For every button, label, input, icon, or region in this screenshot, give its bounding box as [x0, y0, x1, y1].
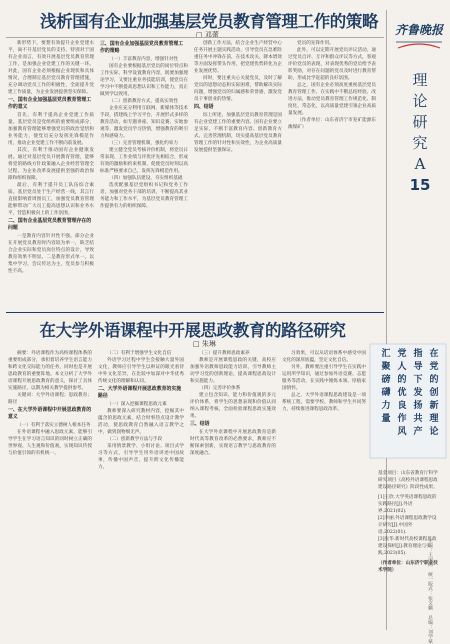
article2-paragraph: 外语学习过程中学生会接触大量外国文化，教师应引导学生以辩证的眼光看待中外文化差异，在比较中加深对中华优秀传统文化的理解和认同。	[98, 358, 184, 384]
article1-paragraph: 首先，有利于提高企业党建工作质量。基层党员是党组织的重要组成部分，加强教育管理能够增强党员的政治觉悟和业务能力，使党员充分发挥先锋模范作用，推动企业党建工作不断向前发展。	[8, 113, 94, 146]
article1-heading: 四、结语	[194, 104, 214, 110]
section-char-1: 理	[412, 71, 428, 89]
article2-title: 在大学外语课程中开展思政教育的路径研究	[39, 321, 346, 340]
article1-paragraph: 综上所述，加强基层党员教育管理是国有企业党建工作的重要内容。国有企业要立足实际，不断丰富教育内容、创新教育方式、完善管理机制，切实提高基层党员教育管理工作的针对性和实效性，为企业高质量发展提供坚强保证。	[194, 113, 282, 153]
article2-heading: 一、在大学外语课程中开展思政教育的意义	[8, 407, 92, 420]
slogan-char: 风	[397, 427, 407, 437]
slogan-char: 在	[429, 349, 439, 359]
article1-paragraph: 其次，有利于推动国有企业健康发展。通过对基层党员开展教育管理，能够将党的路线方针政策融入企业经营管理全过程，为企业改革发展提供坚强的政治保障和组织保障。	[8, 148, 94, 181]
article1-heading: 二、国有企业基层党员教育管理存在的问题	[8, 218, 92, 231]
section-char-3: 研	[412, 113, 428, 131]
section-char-4: 究	[412, 134, 428, 152]
article1-paragraph: 国有企业要根据基层党员的岗位特点和工作实际，科学设置教育内容，既要加强理论学习，又要注重业务技能培训，使党员在学习中不断提高思想认识和工作能力，真正做到学以致用。	[100, 64, 188, 97]
article2-paragraph: （一）深入挖掘课程思政元素	[107, 402, 167, 407]
article1-paragraph: （一）丰富教育内容，增强针对性	[109, 57, 178, 62]
article1-paragraph: （三）完善管理机制，强化约束力	[109, 141, 178, 146]
article2-paragraph: （一）有利于落实立德树人根本任务	[17, 423, 91, 428]
slogan-char: 创	[429, 388, 439, 398]
article-divider	[6, 312, 384, 313]
slogan-char: 产	[413, 427, 423, 437]
article2-paragraph: 在外语课程中融入思政元素，能够引导学生在学习语言知识的同时树立正确的世界观、人生观和价值观，实现知识传授与价值引领的有机统一。	[8, 430, 92, 456]
article1-heading: 一、国有企业加强基层党员教育管理工作的意义	[8, 97, 92, 110]
article2-paragraph: 另外，教师要注重引导学生在实践中运用所学知识，通过参加外语竞赛、志愿服务等活动，在实践中锤炼本领、厚植家国情怀。	[282, 365, 366, 391]
article2-paragraph: 采用情景教学、小组讨论、项目式学习等方式，引导学生用外语讲述中国故事，传播中国声音，提升跨文化传播能力。	[98, 444, 184, 470]
slogan-char: 指	[413, 349, 423, 359]
slogan-char: 良	[397, 401, 407, 411]
editor-credit: 主编：王丽鸿 统一版式：张文鹏 总编：刘学斌	[427, 538, 432, 644]
article2-unit: （作者单位：山东济宁职业技术学院）	[378, 561, 438, 573]
article2-paragraph: （二）有利于增强学生文化自信	[107, 351, 172, 356]
slogan-char: 下	[413, 375, 423, 385]
article2-paragraph: 在大学外语课程中开展思政教育是新时代高等教育改革的必然要求，教师应不断探索创新，实现语言教学与思政教育的深度融合。	[190, 430, 276, 456]
newspaper-logo	[392, 12, 446, 56]
slogan-char: 共	[413, 414, 423, 424]
article1-paragraph: 创新工作方法，结合企业生产经营中心任务开展主题实践活动，引导党员在急难险重任务中冲锋在前，在技术攻关、降本增效等方面发挥带头作用，把党建优势转化为企业发展优势。	[194, 41, 282, 74]
article1-heading: 三、国有企业加强基层党员教育管理工作的策略	[100, 41, 184, 54]
slogan-char: 量	[381, 414, 391, 424]
article1-paragraph: 此外，可以定期开展党员评议活动，通过党员自评、互评和群众评议等方式，客观评价党员的表现，对表现优秀的党员给予表彰奖励，对存在问题的党员及时进行教育帮助，形成比学赶超的良好氛围。	[288, 48, 376, 81]
slogan-char: 的	[397, 375, 407, 385]
slogan-char: 新	[429, 401, 439, 411]
slogan-char: 党	[429, 362, 439, 372]
article1-author: □ 邓蕾	[196, 31, 219, 39]
article1-title: 浅析国有企业加强基层党员教育管理工作的策略	[40, 12, 379, 31]
slogan-char: 力	[381, 401, 391, 411]
slogan-char: 磅	[381, 375, 391, 385]
article2-column-4	[282, 350, 366, 634]
slogan-char: 礴	[381, 388, 391, 398]
slogan-char: 作	[397, 414, 407, 424]
article2-heading: 二、大学外语课程开展思政教育的实施路径	[98, 386, 182, 399]
article1-paragraph: 一是教育内容针对性不强。部分企业在开展党员教育时内容较为单一，缺乏结合企业实际和党员岗位特点的设计，导致教育效果不明显。二是教育形式单一。以集中学习、会议传达为主，党员参与积极性不高。	[8, 234, 94, 274]
article1-paragraph: 总之，国有企业必须高度重视基层党员教育管理工作，在实践中不断总结经验、改进方法，推动党员教育管理工作规范化、制度化、常态化，以高质量党建引领企业高质量发展。	[288, 83, 376, 116]
article1-column-4	[288, 40, 376, 308]
fund-note: 基金项目：山东省教育厅科学研究项目《高校外语课程思政建设路径研究》阶段性成果。	[378, 471, 438, 490]
article1-paragraph: 选优配强基层党组织书记和党务工作者，加强对党务干部的培训，不断提高其业务能力和工作水平，为基层党员教育管理工作提供有力的组织保障。	[100, 183, 188, 209]
slogan-char: 扬	[413, 401, 423, 411]
article1-paragraph: 企业应充分利用互联网、新媒体等技术手段，搭建线上学习平台，开展形式多样的教育活动，如专题讲座、知识竞赛、实地参观等，激发党员学习热情，增强教育的吸引力和感染力。	[100, 106, 188, 139]
article1-top-rule	[6, 37, 384, 38]
article1-paragraph: （四）加强队伍建设，夯实组织基础	[109, 176, 183, 181]
slogan-char: 理	[429, 414, 439, 424]
slogan-char: 汇	[381, 349, 391, 359]
slogan-char: 导	[413, 362, 423, 372]
article2-column-2	[98, 350, 184, 634]
slogan-char: 优	[397, 388, 407, 398]
article2-paragraph: 教师要深入研究教材内容，挖掘其中蕴含的思政元素，结合时事热点设计教学活动，使思政教育自然融入语言教学之中，做到润物细无声。	[98, 409, 184, 435]
article1-column-2	[100, 40, 188, 308]
article2-paragraph: 摘要：外语课程作为高校课程体系的重要组成部分，承担着培养学生语言能力和跨文化交际能力的任务，同时也是开展思政教育的重要阵地。本文分析了大学外语课程开展思政教育的意义，探讨了具体实施路径，以期为相关教学提供参考。	[8, 351, 92, 391]
article2-paragraph: 建立包含知识、能力和价值观的多元评价体系，将学生的思想表现和价值认同纳入课程考核，全面检验课程思政实施效果。	[190, 393, 276, 419]
article2-heading: 三、结语	[190, 421, 210, 427]
article1-paragraph: 建立健全党员考核评价机制，将党员日常表现、工作业绩与评优评先相结合，形成有效的激励和约束机制，促使党员时刻以高标准严格要求自己，发挥先锋模范作用。	[100, 148, 188, 174]
article1-paragraph: （作者单位：山东省济宁市兖矿能源东滩煤矿）	[288, 118, 376, 130]
article1-paragraph: 党员的先锋作用。	[297, 41, 334, 46]
article1-column-1	[8, 40, 94, 308]
slogan-char: 人	[397, 362, 407, 372]
slogan-char: 发	[413, 388, 423, 398]
page-number: 15	[409, 176, 431, 194]
ref-2: [2]李丽.外语课程思政教学设计研究[J].中国外语,2022(01).	[378, 516, 437, 535]
slogan-char: 论	[429, 427, 439, 437]
article1-paragraph: 新形势下，要想有效提升企业党建水平，离不开基层党员的支持，特别对于国有企业而言，有效开展基层党员教育管理工作，是加强企业党建工作的关键一环。对此，国有企业必须根据企业现状和具体情况，合理制定基层党员教育管理措施，充分调动党员工作的积极性，全面提升党建工作质量，为企业发展提供坚实保障。	[8, 41, 94, 95]
slogan-banner	[368, 342, 448, 460]
article2-column-1	[8, 350, 92, 634]
logo-text: 齐鲁晚报	[394, 23, 444, 37]
article2-author: □ 朱琳	[193, 340, 216, 348]
article2-paragraph: 总之，大学外语课程思政建设是一项系统工程，需要学校、教师和学生共同努力，持续推进课程思政改革。	[282, 393, 366, 412]
article1-paragraph: （二）创新教育方式，提高实效性	[109, 99, 178, 104]
page-letter: A	[414, 155, 426, 173]
article2-paragraph: 习效果，可以从话语体系中感受中国文化的深厚底蕴，坚定文化自信。	[282, 351, 366, 363]
ref-1: [1]王欣.大学英语课程思政的实践路径[J].外语界,2021(02).	[378, 495, 437, 514]
article2-paragraph: （三）提升教师思政素养	[199, 351, 250, 356]
article2-paragraph: （二）创新教学方法与手段	[107, 437, 163, 442]
section-label	[392, 70, 448, 196]
article2-paragraph: 关键词：大学外语课程；思政教育；路径	[8, 393, 92, 405]
section-char-2: 论	[412, 92, 428, 110]
article1-paragraph: 最后，有利于提升员工队伍综合素质。基层党员处于生产经营一线，其言行直接影响着周围员工，加强党员教育管理能够带动广大员工提高思想认识和业务水平，营造积极向上的工作氛围。	[8, 183, 94, 216]
article1-paragraph: 同时，要注重关心关爱党员，及时了解党员的思想动态和实际困难，帮助解决实际问题，增强党员的归属感和荣誉感，激发党员干事创业的热情。	[194, 76, 282, 102]
article1-column-3	[194, 40, 282, 308]
article2-paragraph: （四）完善评价体系	[199, 386, 241, 391]
ref-3: [3]张华.新时代高校课程思政建设探析[J].教育理论与实践,2023(05).	[378, 537, 437, 556]
slogan-char: 党	[397, 349, 407, 359]
slogan-char: 的	[429, 375, 439, 385]
article2-column-3	[190, 350, 276, 634]
slogan-char: 聚	[381, 362, 391, 372]
article2-paragraph: 教师是开展课程思政的关键，高校应加强外语教师思政能力培训，引导教师主动学习党的创新理论，提高课程思政设计和实施能力。	[190, 358, 276, 384]
